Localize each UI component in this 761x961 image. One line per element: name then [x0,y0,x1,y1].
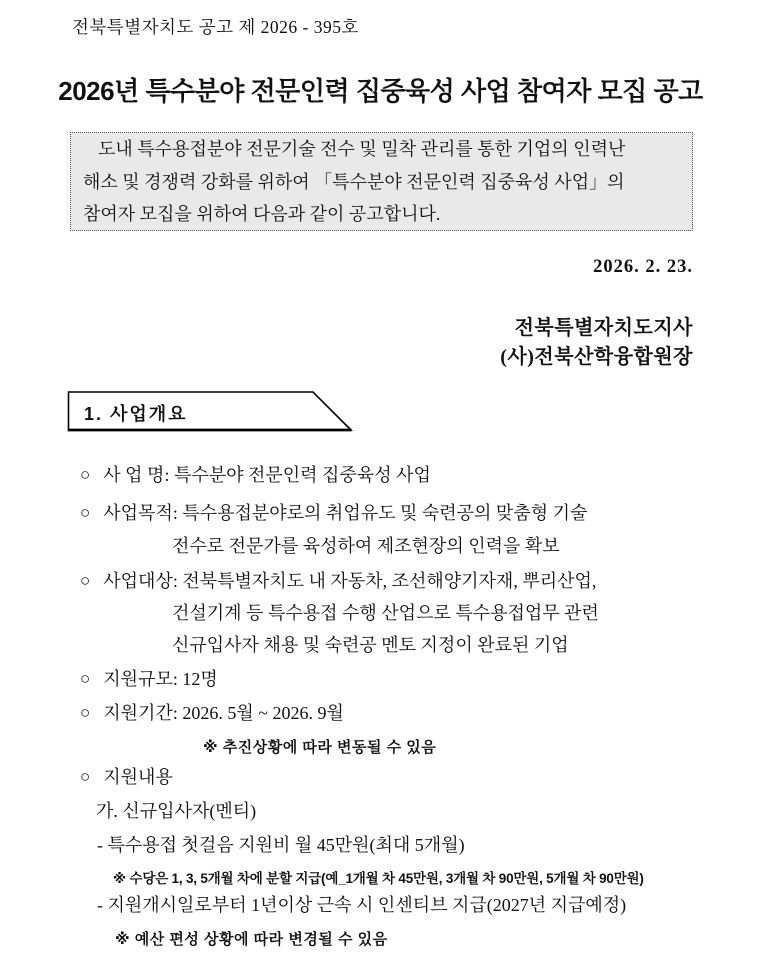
circle-bullet-icon: ○ [80,669,91,688]
item-text: 지원내용 [103,767,173,787]
note-budget-change: ※ 예산 편성 상황에 따라 변경될 수 있음 [115,931,388,948]
dash-incentive: - 지원개시일로부터 1년이상 근속 시 인센티브 지급(2027년 지급예정) [97,895,627,915]
circle-bullet-icon: ○ [80,503,91,522]
item-support-scale [80,667,218,691]
section-1-heading: 1. 사업개요 [84,404,188,424]
dash-first-step-allowance: - 특수용접 첫걸음 지원비 월 45만원(최대 5개월) [97,835,465,855]
item-project-target-cont: 신규입사자 채용 및 숙련공 멘토 지정이 완료된 기업 [172,635,569,655]
intro-summary-box [70,132,693,231]
item-text: 사업대상: 전북특별자치도 내 자동차, 조선해양기자재, 뿌리산업, [103,571,597,591]
intro-line: 참여자 모집을 위하여 다음과 같이 공고합니다. [83,204,441,224]
item-project-name [80,463,431,487]
item-text: 지원규모: 12명 [103,669,218,689]
section-1-banner [67,390,357,432]
subitem-new-employee: 가. 신규입사자(멘티) [96,801,257,821]
fineprint-allowance-split: ※ 수당은 1, 3, 5개월 차에 분할 지급(예_1개월 차 45만원, 3개월 차 90만원, 5개월 차 90만원) [113,871,644,886]
item-project-target-cont: 건설기계 등 특수용접 수행 산업으로 특수용접업무 관련 [172,603,599,623]
circle-bullet-icon: ○ [80,703,91,722]
item-project-target [80,569,596,593]
item-support-content [80,765,173,789]
signatory-director: (사)전북산학융합원장 [500,346,693,368]
item-project-purpose-cont: 전수로 전문가를 육성하여 제조현장의 인력을 확보 [172,536,560,556]
page-title: 2026년 특수분야 전문인력 집중육성 사업 참여자 모집 공고 [58,76,703,106]
item-support-period [80,701,344,725]
circle-bullet-icon: ○ [80,571,91,590]
intro-line: 도내 특수용접분야 전문기술 전수 및 밀착 관리를 통한 기업의 인력난 [98,139,626,159]
note-period-change: ※ 추진상황에 따라 변동될 수 있음 [203,739,437,756]
circle-bullet-icon: ○ [80,465,91,484]
item-text: 사 업 명: 특수분야 전문인력 집중육성 사업 [103,465,431,485]
item-text: 지원기간: 2026. 5월 ~ 2026. 9월 [103,703,344,723]
circle-bullet-icon: ○ [80,767,91,786]
signatory-governor: 전북특별자치도지사 [514,317,693,339]
item-project-purpose [80,501,587,525]
announcement-date: 2026. 2. 23. [593,257,693,277]
item-text: 사업목적: 특수용접분야로의 취업유도 및 숙련공의 맞춤형 기술 [103,503,588,523]
doc-number: 전북특별자치도 공고 제 2026 - 395호 [72,17,359,37]
intro-line: 해소 및 경쟁력 강화를 위하여 「특수분야 전문인력 집중육성 사업」의 [83,171,625,192]
